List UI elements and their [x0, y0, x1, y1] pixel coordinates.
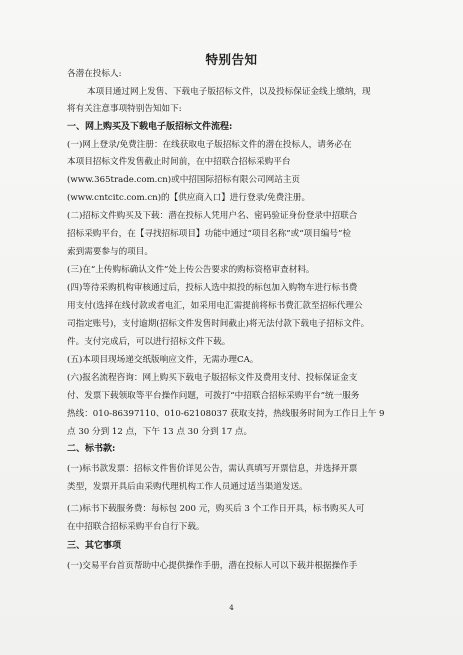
paragraph-line: (五)本项目现场递交纸版响应文件，无需办理CA。: [67, 355, 259, 365]
paragraph-line: (一)交易平台首页帮助中心提供操作手册，潜在投标人可以下载并根据操作手: [67, 561, 358, 571]
paragraph-line: 件。支付完成后，可以进行招标文件下载。: [67, 337, 231, 347]
paragraph-line: (一)标书款发票：招标文件售价详见公告，需认真填写开票信息，并选择开票: [67, 464, 358, 474]
page-number: 4: [229, 604, 234, 612]
paragraph-line: (www.cntcitc.com.cn)的【供应商入口】进行登录/免费注册。: [67, 193, 311, 203]
paragraph-line: 用支付(选择在线付款或者电汇，如采用电汇需提前将标书费汇款至招标代理公: [67, 301, 363, 311]
section-heading: 三、其它事项: [67, 541, 122, 551]
paragraph-line: 司指定账号)，支付逾期(招标文件发售时间截止)将无法付款下载电子招标文件。: [67, 319, 370, 329]
paragraph-line: 付、发票下载领取等平台操作问题，可拨打“中招联合招标采购平台”统一服务: [67, 391, 360, 401]
intro-line: 将有关注意事项特别告知如下:: [67, 104, 182, 114]
page-title: 特别告知: [205, 52, 258, 67]
paragraph-line: 点 30 分到 12 点，下午 13 点 30 分到 17 点。: [67, 427, 253, 437]
paragraph-line: (www.365trade.com.cn)或中招国际招标有限公司网站主页: [67, 175, 301, 185]
intro-line: 本项目通过网上发售、下载电子版招标文件，以及投标保证金线上缴纳，现: [87, 87, 371, 97]
paragraph-line: (一)网上登录/免费注册：在线获取电子版招标文件的潜在投标人，请务必在: [67, 140, 352, 150]
paragraph-line: (二)招标文件购买及下载：潜在投标人凭用户名、密码验证身份登录中招联合: [67, 211, 358, 221]
paragraph-line: 热线：010-86397110、010-62108037 获取支持，热线服务时间为工作日上午 9: [67, 409, 385, 419]
section-heading: 二、标书款:: [67, 444, 116, 454]
paragraph-line: 索到需要参与的项目。: [67, 247, 153, 257]
paragraph-line: 本项目招标文件发售截止时间前，在中招联合招标采购平台: [67, 157, 291, 167]
section-heading: 一、网上购买及下载电子版招标文件流程:: [67, 122, 233, 132]
greeting: 各潜在投标人:: [67, 69, 122, 79]
paragraph-line: 类型，发票开具后由采购代理机构工作人员通过适当渠道发送。: [67, 482, 308, 492]
paragraph-line: 招标采购平台，在【寻找招标项目】功能中通过“项目名称”或“项目编号”检: [67, 229, 351, 239]
paragraph-line: (三)在“上传购标确认文件”处上传公告要求的购标资格审查材料。: [67, 265, 315, 275]
paragraph-line: (四)等待采购机构审核通过后，投标人选中拟投的标包加入购物车进行标书费: [67, 283, 358, 293]
paragraph-line: 在中招联合招标采购平台自行下载。: [67, 522, 205, 532]
paragraph-line: (二)标书下载服务费：每标包 200 元，购买后 3 个工作日开具，标书购买人可: [67, 504, 365, 514]
paragraph-line: (六)报名流程咨询：网上购买下载电子版招标文件及费用支付、投标保证金支: [67, 373, 358, 383]
